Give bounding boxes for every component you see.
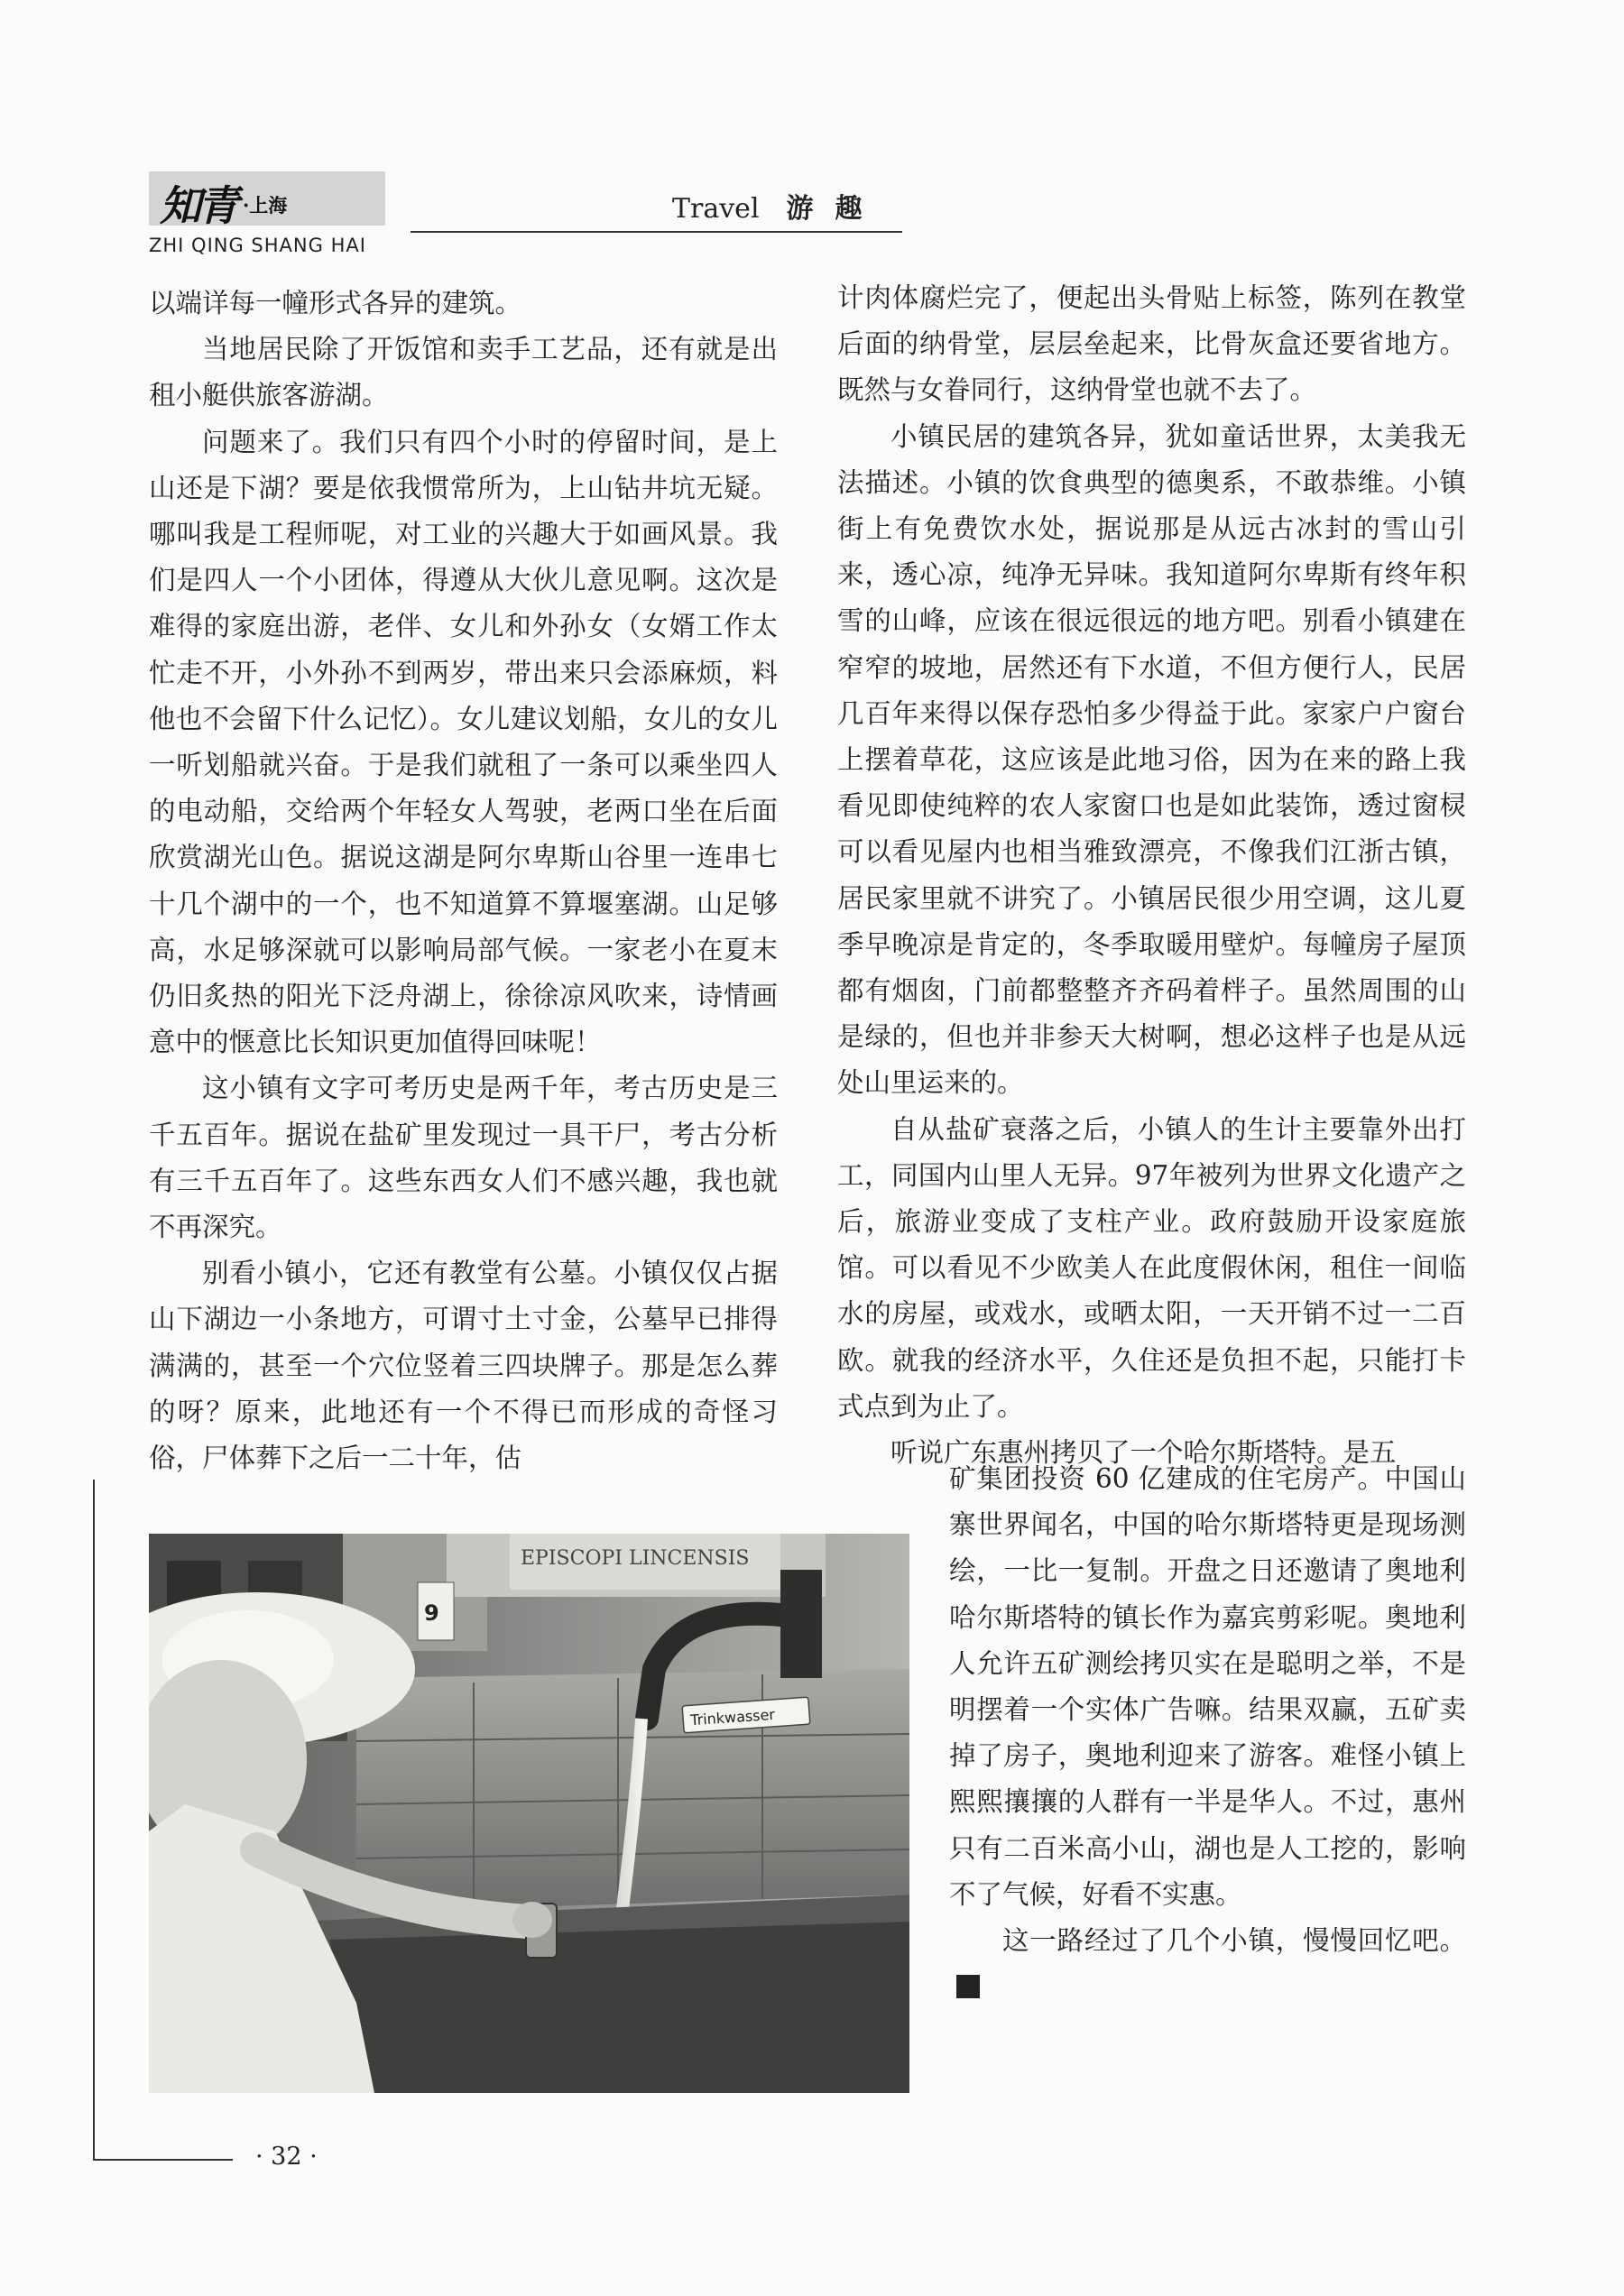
masthead-city: ·上海	[243, 194, 288, 217]
header-rule	[411, 231, 902, 233]
inscription-text: EPISCOPI LINCENSIS	[521, 1547, 750, 1570]
masthead-english: ZHI QING SHANG HAI	[149, 235, 366, 256]
paragraph: 自从盐矿衰落之后，小镇人的生计主要靠外出打工，同国内山里人无异。97年被列为世界文化遗产之后，旅游业变成了支柱产业。政府鼓励开设家庭旅馆。可以看见不少欧美人在此度假休闲，租住一间临水的房屋，或戏水，或晒太阳，一天开销不过一二百欧。就我的经济水平，久住还是负担不起，只能打卡式点到为止了。	[837, 1113, 1466, 1422]
paragraph-final	[949, 1918, 1466, 2010]
paragraph-text: 这一路经过了几个小镇，慢慢回忆吧。	[1002, 1925, 1466, 1957]
masthead-logo-block	[149, 171, 385, 230]
section-chinese: 游趣	[786, 193, 884, 225]
section-heading	[672, 186, 884, 226]
paragraph: 别看小镇小，它还有教堂有公墓。小镇仅仅占据山下湖边一小条地方，可谓寸土寸金，公墓早已排得满满的，甚至一个穴位竖着三四块牌子。那是怎么葬的呀？原来，此地还有一个不得已而形成的奇怪习俗，尸体葬下之后一二十年，估	[149, 1258, 778, 1474]
paragraph: 听说广东惠州拷贝了一个哈尔斯塔特。是五	[890, 1437, 1397, 1469]
frame-vertical-rule	[93, 1480, 95, 2159]
frame-horizontal-rule	[93, 2159, 233, 2161]
page-number: · 32 ·	[255, 2143, 318, 2171]
right-column	[837, 275, 1466, 1476]
paragraph: 这小镇有文字可考历史是两千年，考古历史是三千五百年。据说在盐矿里发现过一具干尸，考古分析有三千五百年了。这些东西女人们不感兴趣，我也就不再深究。	[149, 1073, 778, 1243]
photo-girl-at-fountain	[149, 1534, 909, 2093]
badge-number: 9	[424, 1600, 439, 1626]
trinkwasser-text: Trinkwasser	[689, 1705, 776, 1729]
paragraph: 计肉体腐烂完了，便起出头骨贴上标签，陈列在教堂后面的纳骨堂，层层垒起来，比骨灰盒还要省地方。既然与女眷同行，这纳骨堂也就不去了。	[837, 282, 1466, 406]
masthead-logo: 知青	[160, 181, 235, 230]
section-english: Travel	[672, 193, 760, 225]
left-column	[149, 281, 778, 1481]
paragraph: 矿集团投资 60 亿建成的住宅房产。中国山寨世界闻名，中国的哈尔斯塔特更是现场测绘，一比一复制。开盘之日还邀请了奥地利哈尔斯塔特的镇长作为嘉宾剪彩呢。奥地利人允许五矿测绘拷贝实在是聪明之举，不是明摆着一个实体广告嘛。结果双赢，五矿卖掉了房子，奥地利迎来了游客。难怪小镇上熙熙攘攘的人群有一半是华人。不过，惠州只有二百米高小山，湖也是人工挖的，影响不了气候，好看不实惠。	[949, 1463, 1466, 1910]
end-mark-icon	[956, 1975, 980, 1998]
paragraph: 小镇民居的建筑各异，犹如童话世界，太美我无法描述。小镇的饮食典型的德奥系，不敢恭维。小镇街上有免费饮水处，据说那是从远古冰封的雪山引来，透心凉，纯净无异味。我知道阿尔卑斯有终年积雪的山峰，应该在很远很远的地方吧。别看小镇建在窄窄的坡地，居然还有下水道，不但方便行人，民居几百年来得以保存恐怕多少得益于此。家家户户窗台上摆着草花，这应该是此地习俗，因为在来的路上我看见即使纯粹的农人家窗口也是如此装饰，透过窗棂可以看见屋内也相当雅致漂亮，不像我们江浙古镇，居民家里就不讲究了。小镇居民很少用空调，这儿夏季早晚凉是肯定的，冬季取暖用壁炉。每幢房子屋顶都有烟囱，门前都整整齐齐码着柈子。虽然周围的山是绿的，但也并非参天大树啊，想必这柈子也是从远处山里运来的。	[837, 420, 1466, 1099]
paragraph: 以端详每一幢形式各异的建筑。	[149, 288, 522, 318]
paragraph: 问题来了。我们只有四个小时的停留时间，是上山还是下湖？要是依我惯常所为，上山钻井坑无疑。哪叫我是工程师呢，对工业的兴趣大于如画风景。我们是四人一个小团体，得遵从大伙儿意见啊。这次是难得的家庭出游，老伴、女儿和外孙女（女婿工作太忙走不开，小外孙不到两岁，带出来只会添麻烦，料他也不会留下什么记忆）。女儿建议划船，女儿的女儿一听划船就兴奋。于是我们就租了一条可以乘坐四人的电动船，交给两个年轻女人驾驶，老两口坐在后面欣赏湖光山色。据说这湖是阿尔卑斯山谷里一连串七十几个湖中的一个，也不知道算不算堰塞湖。山足够高，水足够深就可以影响局部气候。一家老小在夏末仍旧炙热的阳光下泛舟湖上，徐徐凉风吹来，诗情画意中的惬意比长知识更加值得回味呢！	[149, 426, 778, 1058]
paragraph: 当地居民除了开饭馆和卖手工艺品，还有就是出租小艇供旅客游湖。	[149, 334, 778, 411]
right-column-narrow	[949, 1456, 1466, 2010]
